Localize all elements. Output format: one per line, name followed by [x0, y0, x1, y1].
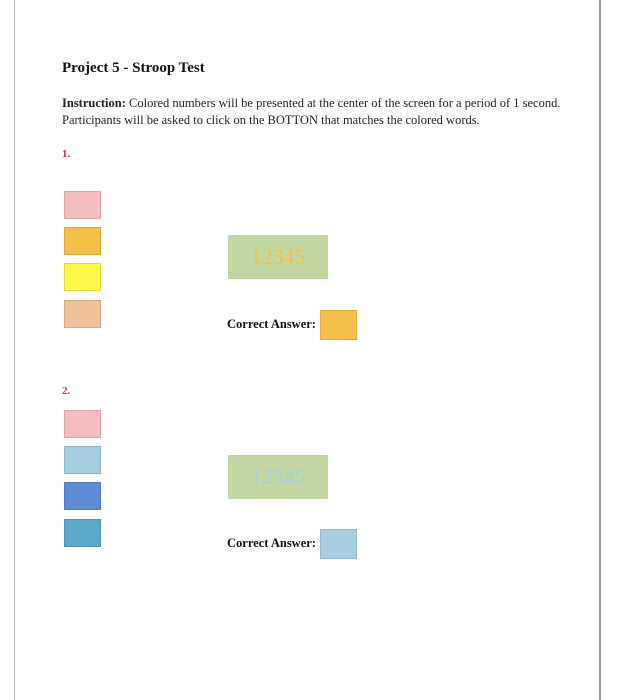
question-1-stimulus: 12345 — [228, 235, 328, 279]
question-1-color-button-pink[interactable] — [64, 191, 101, 219]
instruction-paragraph — [62, 95, 582, 129]
question-2-color-button-pink[interactable] — [64, 410, 101, 438]
question-1-color-button-orange[interactable] — [64, 227, 101, 255]
instruction-line-1: Colored numbers will be presented at the center of the screen for a period of 1 second. — [129, 96, 561, 110]
question-2-color-button-blue[interactable] — [64, 482, 101, 510]
question-1-color-button-yellow[interactable] — [64, 263, 101, 291]
question-2-color-button-teal[interactable] — [64, 519, 101, 547]
question-2-stimulus: 12345 — [228, 455, 328, 499]
question-1-correct-answer-label: Correct Answer: — [227, 317, 316, 331]
document-page — [14, 0, 601, 700]
question-2-color-button-light-blue[interactable] — [64, 446, 101, 474]
page-title: Project 5 - Stroop Test — [62, 60, 205, 76]
instruction-label: Instruction: — [62, 96, 126, 110]
question-2-correct-answer-label: Correct Answer: — [227, 536, 316, 550]
question-1-number: 1. — [62, 148, 71, 160]
question-1-correct-answer-swatch — [320, 310, 357, 340]
question-2-number: 2. — [62, 385, 71, 397]
instruction-line-2: Participants will be asked to click on the BOTTON that matches the colored words. — [62, 113, 480, 127]
question-1-color-button-peach[interactable] — [64, 300, 101, 328]
question-2-correct-answer-swatch — [320, 529, 357, 559]
